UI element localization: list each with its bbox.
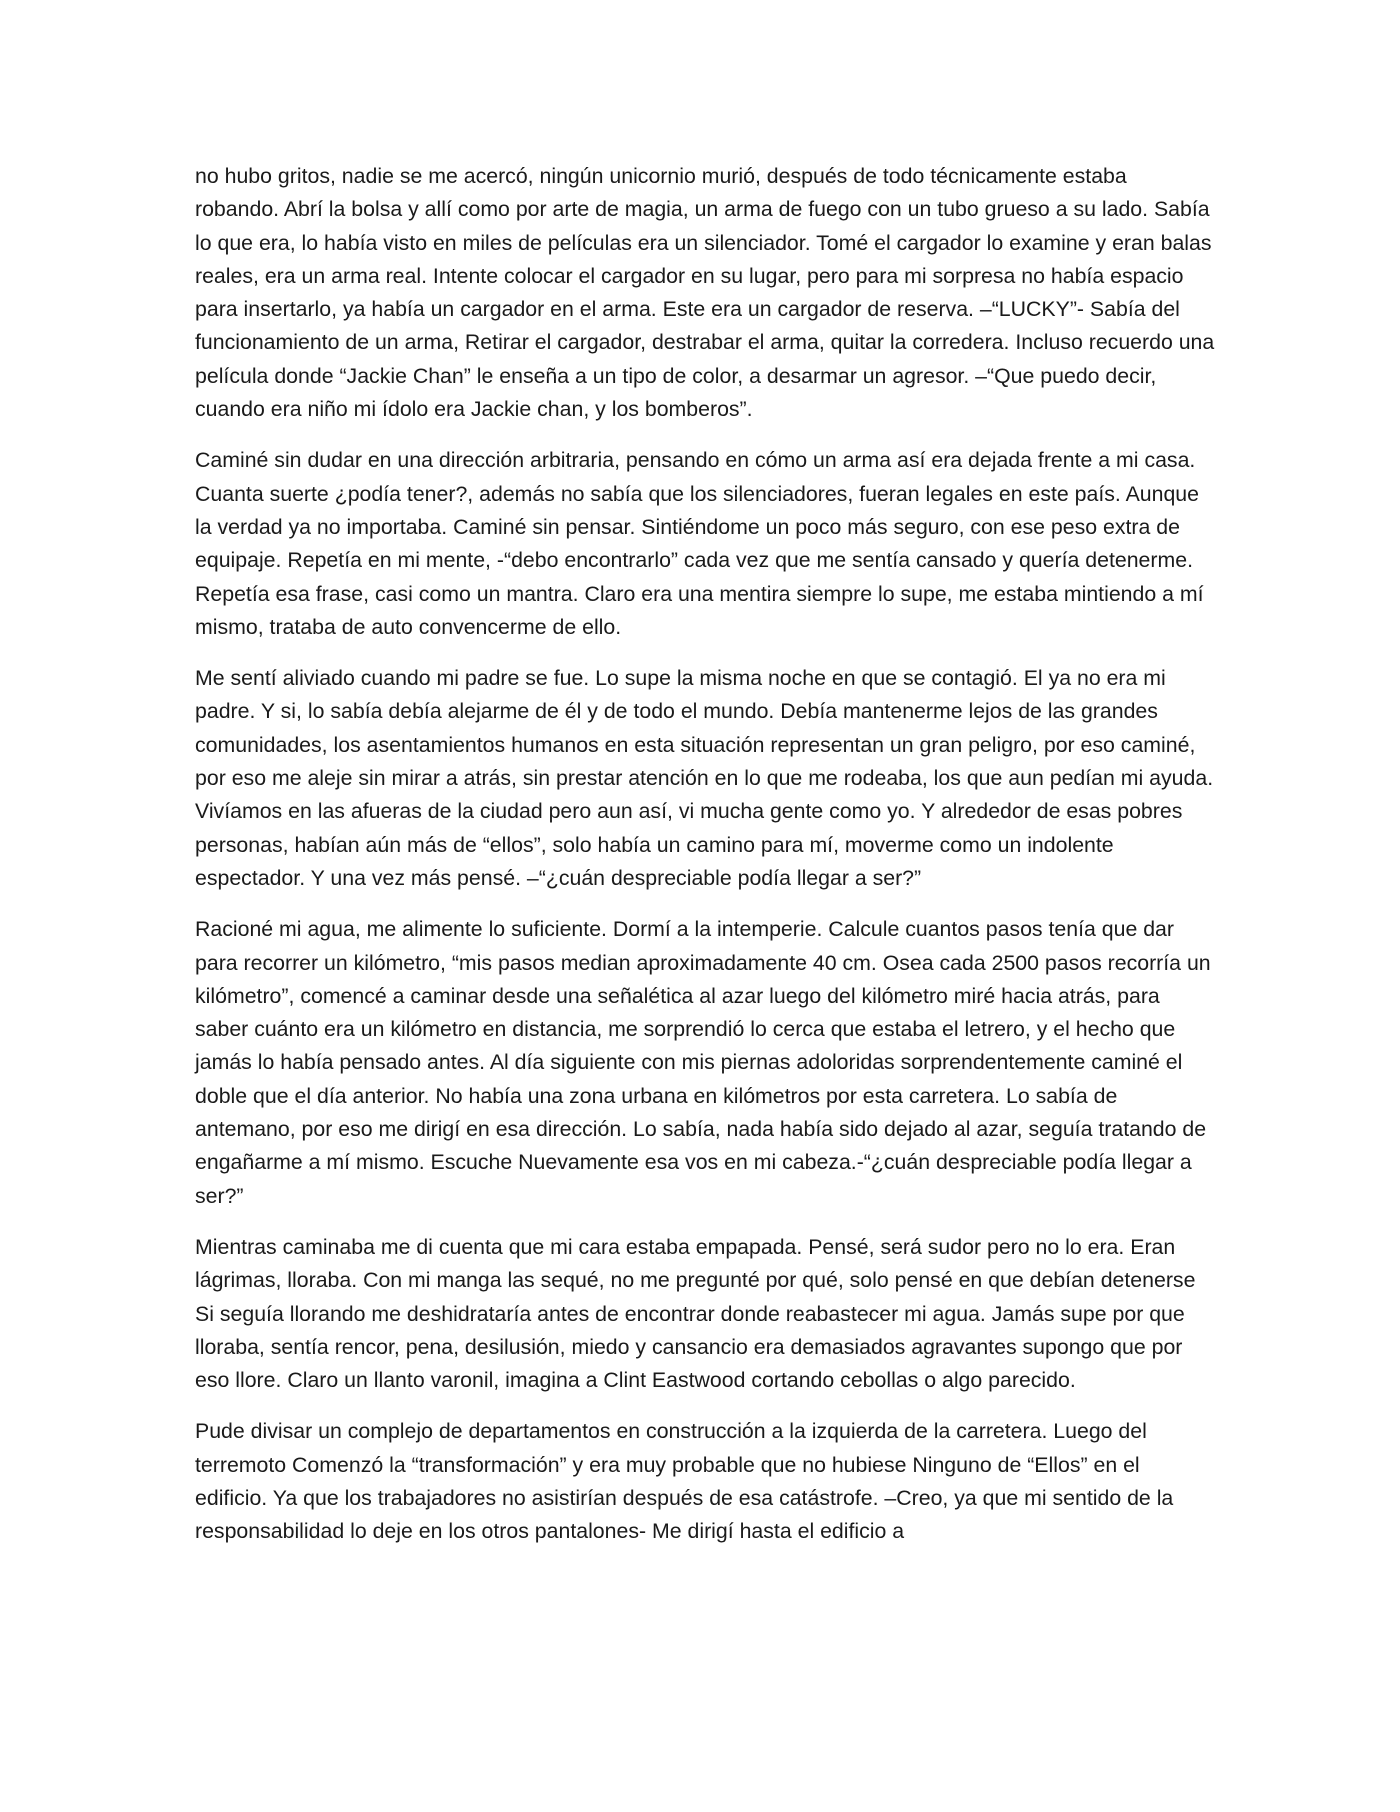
paragraph-3: Me sentí aliviado cuando mi padre se fue. Lo supe la misma noche en que se contagió. El ya no era mi padre. Y si, lo sabía debía alejarme de él y de todo el mundo. Debía mantenerme lejos de las grandes comunidades, los asentamientos humanos en esta situación representan un gran peligro, por eso caminé, por eso me aleje sin mirar a atrás, sin prestar atención en lo que me rodeaba, los que aun pedían mi ayuda. Vivíamos en las afueras de la ciudad pero aun así, vi mucha gente como yo. Y alrededor de esas pobres personas, habían aún más de “ellos”, solo había un camino para mí, moverme como un indolente espectador. Y una vez más pensé. –“¿cuán despreciable podía llegar a ser?” — [195, 666, 1214, 890]
paragraph-1: no hubo gritos, nadie se me acercó, ningún unicornio murió, después de todo técnicamente estaba robando. Abrí la bolsa y allí como por arte de magia, un arma de fuego con un tubo grueso a su lado. Sabía lo que era, lo había visto en miles de películas era un silenciador. Tomé el cargador lo examine y eran balas reales, era un arma real. Intente colocar el cargador en su lugar, pero para mi sorpresa no había espacio para insertarlo, ya había un cargador en el arma. Este era un cargador de reserva. –“LUCKY”- Sabía del funcionamiento de un arma, Retirar el cargador, destrabar el arma, quitar la corredera. Incluso recuerdo una película donde “Jackie Chan” le enseña a un tipo de color, a desarmar un agresor. –“Que puedo decir, cuando era niño mi ídolo era Jackie chan, y los bomberos”. — [195, 164, 1215, 422]
paragraph-2: Caminé sin dudar en una dirección arbitraria, pensando en cómo un arma así era dejada frente a mi casa. Cuanta suerte ¿podía tener?, además no sabía que los silenciadores, fueran legales en este país. Aunque la verdad ya no importaba. Caminé sin pensar. Sintiéndome un poco más seguro, con ese peso extra de equipaje. Repetía en mi mente, -“debo encontrarlo” cada vez que me sentía cansado y quería detenerme. Repetía esa frase, casi como un mantra. Claro era una mentira siempre lo supe, me estaba mintiendo a mí mismo, trataba de auto convencerme de ello. — [195, 448, 1204, 639]
body-text — [195, 160, 1215, 1567]
paragraph-6: Pude divisar un complejo de departamentos en construcción a la izquierda de la carretera. Luego del terremoto Comenzó la “transformación” y era muy probable que no hubiese Ninguno de “Ellos” en el edificio. Ya que los trabajadores no asistirían después de esa catástrofe. –Creo, ya que mi sentido de la responsabilidad lo deje en los otros pantalones- Me dirigí hasta el edificio a — [195, 1419, 1174, 1544]
paragraph-5: Mientras caminaba me di cuenta que mi cara estaba empapada. Pensé, será sudor pero no lo era. Eran lágrimas, lloraba. Con mi manga las sequé, no me pregunté por qué, solo pensé en que debían detenerse Si seguía llorando me deshidrataría antes de encontrar donde reabastecer mi agua. Jamás supe por que lloraba, sentía rencor, pena, desilusión, miedo y cansancio era demasiados agravantes supongo que por eso llore. Claro un llanto varonil, imagina a Clint Eastwood cortando cebollas o algo parecido. — [195, 1234, 1196, 1393]
paragraph-4: Racioné mi agua, me alimente lo suficiente. Dormí a la intemperie. Calcule cuantos pasos tenía que dar para recorrer un kilómetro, “mis pasos median aproximadamente 40 cm. Osea cada 2500 pasos recorría un kilómetro”, comencé a caminar desde una señalética al azar luego del kilómetro miré hacia atrás, para saber cuánto era un kilómetro en distancia, me sorprendió lo cerca que estaba el letrero, y el hecho que jamás lo había pensado antes. Al día siguiente con mis piernas adoloridas sorprendentemente caminé el doble que el día anterior. No había una zona urbana en kilómetros por esta carretera. Lo sabía de antemano, por eso me dirigí en esa dirección. Lo sabía, nada había sido dejado al azar, seguía tratando de engañarme a mí mismo. Escuche Nuevamente esa vos en mi cabeza.-“¿cuán despreciable podía llegar a ser?” — [195, 917, 1211, 1208]
